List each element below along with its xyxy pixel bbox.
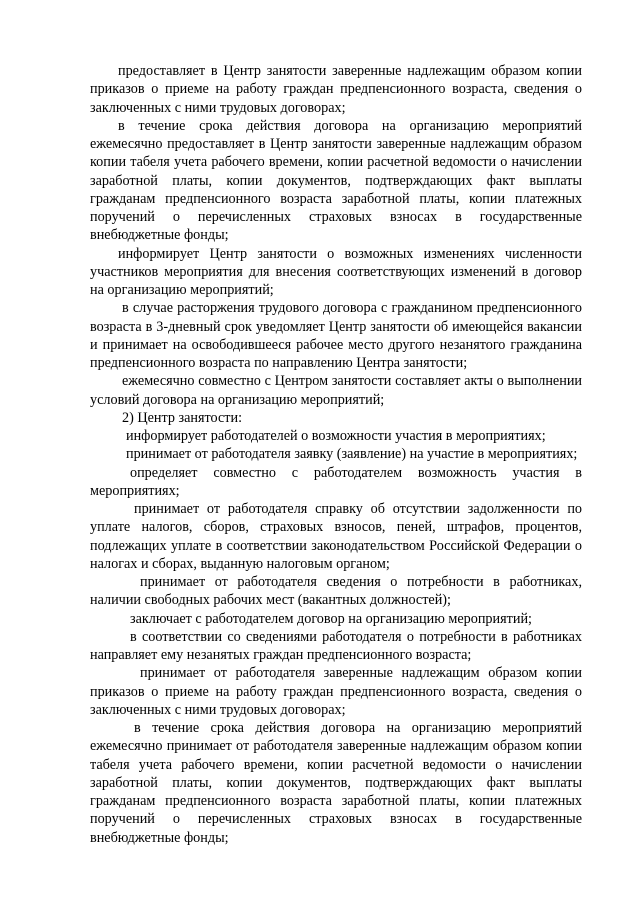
paragraph-accept-orders-copies: принимает от работодателя заверенные надлежащим образом копии приказов о приеме на работу граждан предпенсионного возраста, сведения о заключенных с ними трудовых договорах; [90,665,582,718]
section-heading-employment-center: 2) Центр занятости: [122,409,243,426]
paragraph-monthly-provide-timesheets: в течение срока действия договора на организацию мероприятий ежемесячно предоставляет в Центр занятости заверенные надлежащим образом копии табеля учета рабочего времени, копии расчетной ведомости о начислении заработной платы, копии документов, подтверждающих факт выплаты гражданам предпенсионного возраста заработной платы, копии платежных поручений о перечисленных страховых взносах в государственные внебюджетные фонды; [90,117,582,244]
paragraph-accept-tax-certificate: принимает от работодателя справку об отсутствии задолженности по уплате налогов, сборов, страховых взносов, пеней, штрафов, процентов, подлежащих уплате в соответствии законодательством Российской Федерации о налогах и сборах, выданную налоговым органом; [90,501,582,572]
paragraph-determine-possibility: определяет совместно с работодателем возможность участия в мероприятиях; [90,464,582,499]
paragraph-accept-demand-info: принимает от работодателя сведения о потребности в работниках, наличии свободных рабочих мест (вакантных должностей); [90,574,582,609]
paragraph-inform-employers: информирует работодателей о возможности участия в мероприятиях; [126,428,546,444]
paragraph-monthly-acts: ежемесячно совместно с Центром занятости составляет акты о выполнении условий договора на организацию мероприятий; [90,373,582,408]
paragraph-conclude-contract: заключает с работодателем договор на организацию мероприятий; [130,610,532,627]
document-page [90,62,582,847]
paragraph-accept-application: принимает от работодателя заявку (заявление) на участие в мероприятиях; [126,446,578,463]
paragraph-monthly-accept-timesheets: в течение срока действия договора на организацию мероприятий ежемесячно принимает от работодателя заверенные надлежащим образом копии табеля учета рабочего времени, копии расчетной ведомости о начислении заработной платы, копии документов, подтверждающих факт выплаты гражданам предпенсионного возраста заработной платы, копии платежных поручений о перечисленных страховых взносах в государственные внебюджетные фонды; [90,720,582,846]
paragraph-contract-termination: в случае расторжения трудового договора с гражданином предпенсионного возраста в 3-дневный срок уведомляет Центр занятости об имеющейся вакансии и принимает на освободившееся рабочее место другого незанятого гражданина предпенсионного возраста по направлению Центра занятости; [90,300,582,371]
paragraph-provide-orders-copies: предоставляет в Центр занятости заверенные надлежащим образом копии приказов о приеме на работу граждан предпенсионного возраста, сведения о заключенных с ними трудовых договорах; [90,63,582,116]
paragraph-inform-changes: информирует Центр занятости о возможных изменениях численности участников мероприятия для внесения соответствующих изменений в договор на организацию мероприятий; [90,245,582,298]
paragraph-direct-citizens: в соответствии со сведениями работодателя о потребности в работниках направляет ему незанятых граждан предпенсионного возраста; [90,628,582,663]
